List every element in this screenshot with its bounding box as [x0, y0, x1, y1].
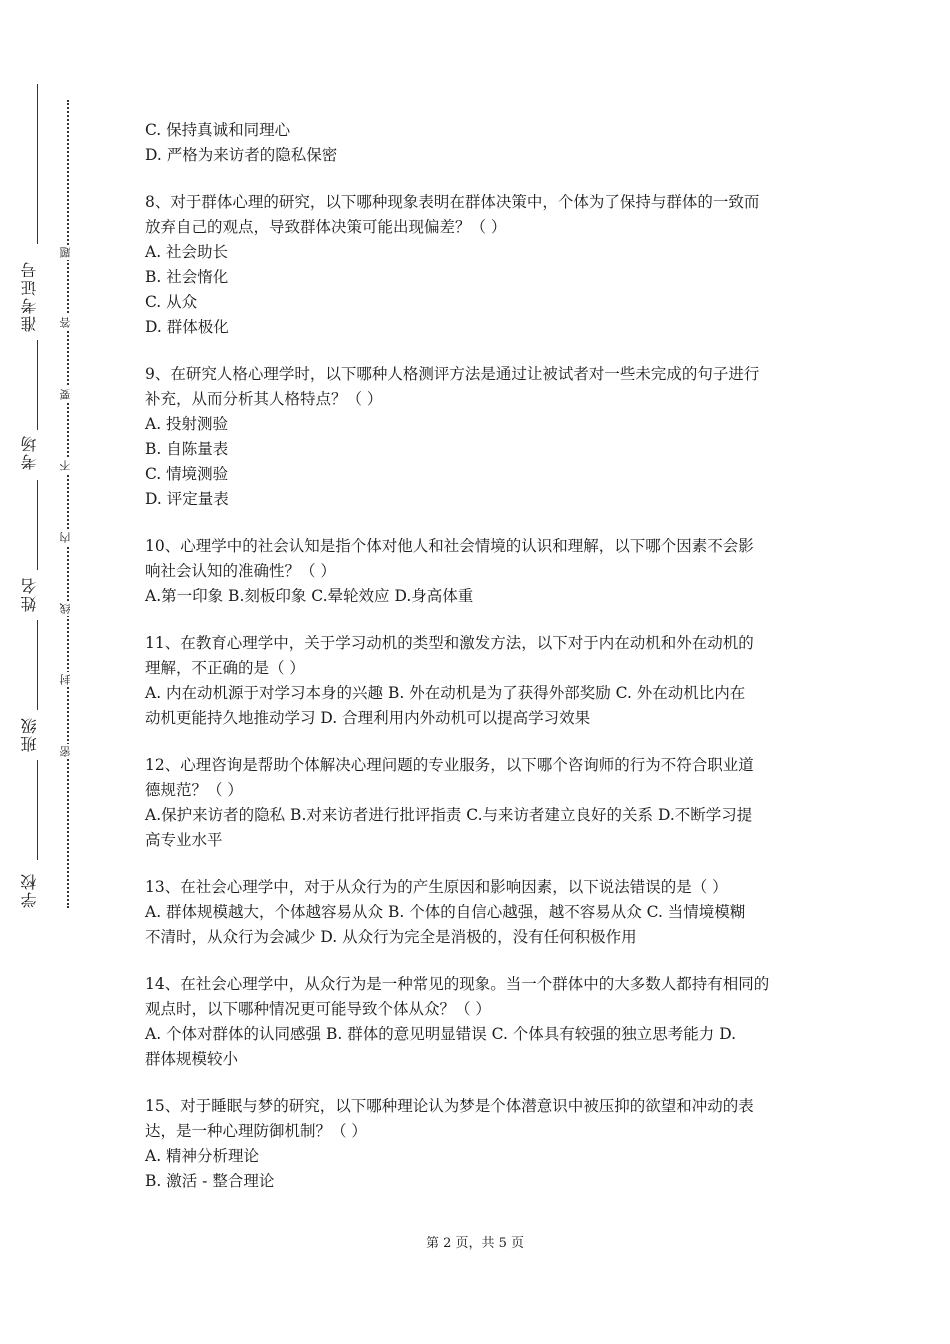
fill-line [37, 84, 38, 244]
option-d: D. 群体极化 [145, 318, 229, 336]
option-c: C. 保持真诚和同理心 [145, 121, 291, 139]
fill-line [37, 340, 38, 430]
seal-char: 内 [59, 532, 72, 543]
seal-dotted-line [67, 100, 69, 908]
question-stem: 11、在教育心理学中，关于学习动机的类型和激发方法，以下对于内在动机和外在动机的 [145, 634, 754, 652]
options-inline: 不清时，从众行为会减少 D. 从众行为完全是消极的，没有任何积极作用 [145, 928, 637, 946]
options-inline: A.保护来访者的隐私 B.对来访者进行批评指责 C.与来访者建立良好的关系 D.不断学习提 [145, 806, 753, 824]
seal-char: 题 [59, 247, 72, 258]
question-stem: 9、在研究人格心理学时，以下哪种人格测评方法是通过让被试者对一些未完成的句子进行 [145, 365, 760, 383]
options-inline: 群体规模较小 [145, 1050, 239, 1068]
question-12 [145, 753, 815, 853]
question-stem: 响社会认知的准确性？（ ） [145, 562, 336, 580]
seal-char: 线 [59, 603, 72, 614]
options-inline: A. 群体规模越大，个体越容易从众 B. 个体的自信心越强，越不容易从众 C. 当情境模糊 [145, 903, 746, 921]
question-10 [145, 534, 815, 609]
question-stem: 放弃自己的观点，导致群体决策可能出现偏差？（ ） [145, 218, 507, 236]
option-c: C. 从众 [145, 293, 198, 311]
field-label-name: 姓名 [20, 576, 39, 612]
options-inline: 动机更能持久地推动学习 D. 合理利用内外动机可以提高学习效果 [145, 709, 591, 727]
option-d: D. 严格为来访者的隐私保密 [145, 146, 338, 164]
option-a: A. 社会助长 [145, 243, 229, 261]
seal-char: 答 [59, 317, 72, 328]
seal-char: 密 [59, 746, 72, 757]
question-stem: 德规范？（ ） [145, 781, 243, 799]
option-a: A. 精神分析理论 [145, 1147, 260, 1165]
seal-char: 封 [59, 674, 72, 685]
question-stem: 观点时，以下哪种情况更可能导致个体从众？（ ） [145, 1000, 491, 1018]
question-stem: 8、对于群体心理的研究，以下哪种现象表明在群体决策中，个体为了保持与群体的一致而 [145, 193, 760, 211]
question-stem: 理解，不正确的是（ ） [145, 659, 305, 677]
option-b: B. 激活 - 整合理论 [145, 1172, 275, 1190]
question-stem: 达，是一种心理防御机制？（ ） [145, 1122, 367, 1140]
option-a: A. 投射测验 [145, 415, 229, 433]
options-inline: A. 个体对群体的认同感强 B. 群体的意见明显错误 C. 个体具有较强的独立思考能力 D. [145, 1025, 737, 1043]
fill-line [37, 480, 38, 570]
question-11 [145, 631, 815, 731]
seal-char: 要 [59, 389, 72, 400]
field-label-exam-id: 准考证号 [20, 260, 39, 332]
option-b: B. 社会惰化 [145, 268, 229, 286]
fill-line [37, 620, 38, 710]
question-15 [145, 1094, 815, 1194]
question-stem: 15、对于睡眠与梦的研究，以下哪种理论认为梦是个体潜意识中被压抑的欲望和冲动的表 [145, 1097, 754, 1115]
fill-line [37, 760, 38, 860]
options-inline: A.第一印象 B.刻板印象 C.晕轮效应 D.身高体重 [145, 587, 474, 605]
question-list [145, 118, 815, 1216]
option-b: B. 自陈量表 [145, 440, 229, 458]
question-stem: 14、在社会心理学中，从众行为是一种常见的现象。当一个群体中的大多数人都持有相同的 [145, 975, 770, 993]
options-inline: A. 内在动机源于对学习本身的兴趣 B. 外在动机是为了获得外部奖励 C. 外在动机比内在 [145, 684, 746, 702]
options-inline: 高专业水平 [145, 831, 223, 849]
option-c: C. 情境测验 [145, 465, 229, 483]
question-stem: 10、心理学中的社会认知是指个体对他人和社会情境的认识和理解，以下哪个因素不会影 [145, 537, 754, 555]
question-7-continued [145, 118, 815, 168]
field-label-class: 班级 [20, 716, 39, 752]
question-stem: 补充，从而分析其人格特点？（ ） [145, 390, 383, 408]
page-number-footer: 第 2 页，共 5 页 [425, 1236, 525, 1251]
question-stem: 12、心理咨询是帮助个体解决心理问题的专业服务，以下哪个咨询师的行为不符合职业道 [145, 756, 754, 774]
question-14 [145, 972, 815, 1072]
field-label-exam-room: 考场 [20, 434, 39, 470]
question-8 [145, 190, 815, 340]
seal-char: 不 [59, 460, 72, 471]
question-9 [145, 362, 815, 512]
question-stem: 13、在社会心理学中，对于从众行为的产生原因和影响因素，以下说法错误的是（ ） [145, 878, 728, 896]
field-label-school: 学校 [20, 872, 39, 908]
option-d: D. 评定量表 [145, 490, 229, 508]
question-13 [145, 875, 815, 950]
